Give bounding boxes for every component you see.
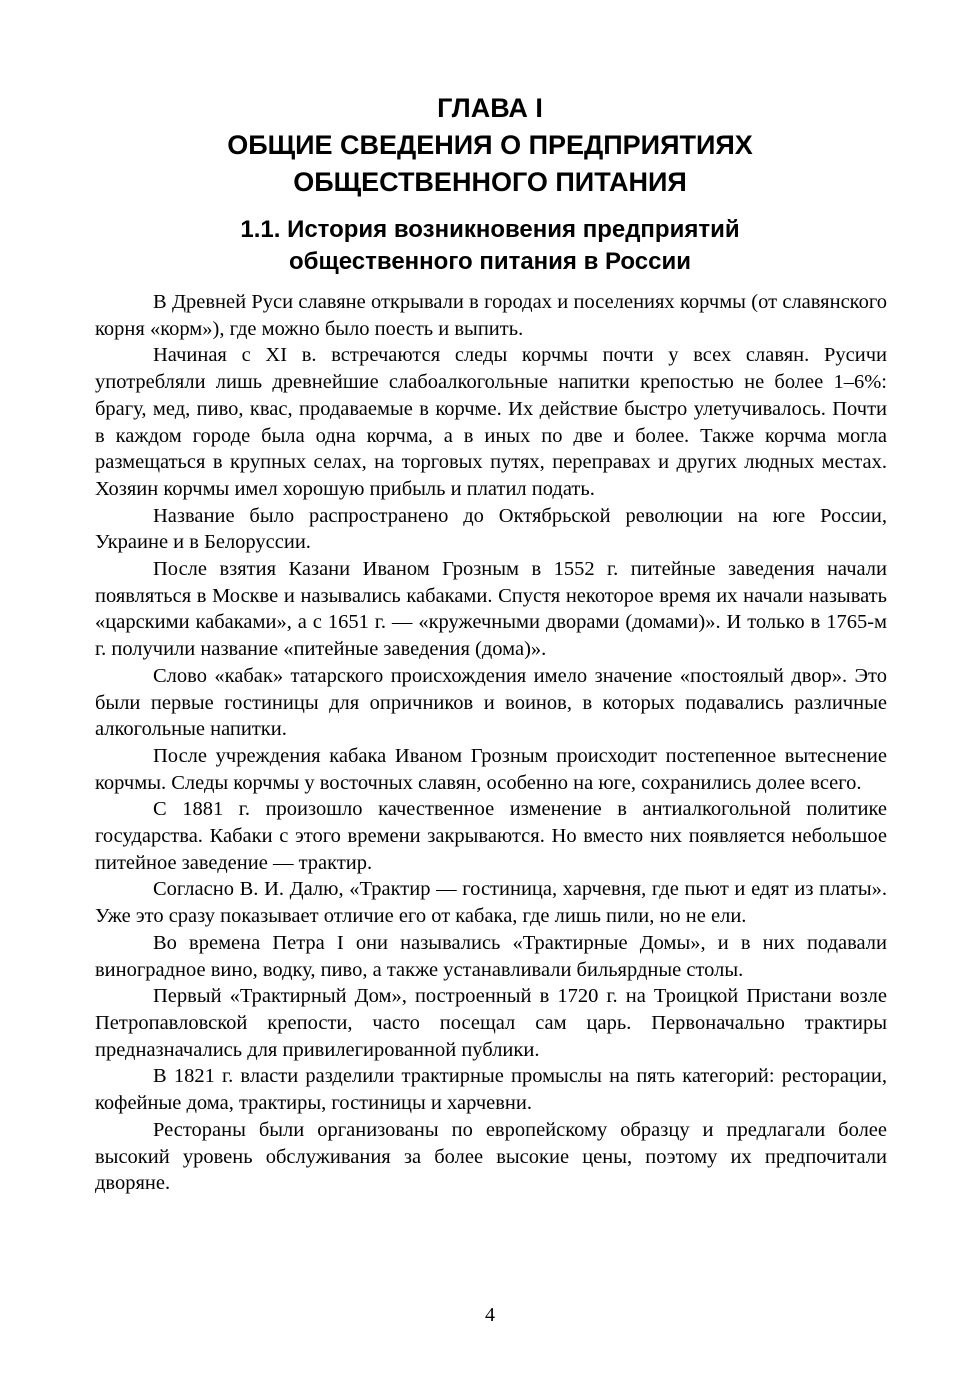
- chapter-number: ГЛАВА I: [437, 93, 543, 123]
- paragraph: После учреждения кабака Иваном Грозным происходит постепенное вытеснение корчмы. Следы корчмы у восточных славян, особенно на юге, сохранились долее всего.: [95, 744, 887, 794]
- paragraph: Начиная с XI в. встречаются следы корчмы почти у всех славян. Русичи употребляли лишь древнейшие слабоалкогольные напитки крепостью не более 1–6%: брагу, мед, пиво, квас, продаваемые в корчме. Их действие быстро улетучивалось. Почти в каждом городе была одна корчма, а в иных по две и более. Также корчма могла размещаться в крупных селах, на торговых путях, переправах и других людных местах. Хозяин корчмы имел хорошую прибыль и платил подать.: [95, 344, 887, 500]
- chapter-title: [0, 90, 980, 201]
- section-title: [0, 214, 980, 278]
- paragraph: Первый «Трактирный Дом», построенный в 1720 г. на Троицкой Пристани возле Петропавловской крепости, часто посещал сам царь. Первоначально трактиры предназначались для привилегированной публики.: [95, 985, 887, 1061]
- paragraph: С 1881 г. произошло качественное изменение в антиалкогольной политике государства. Кабаки с этого времени закрываются. Но вместо них появляется небольшое питейное заведение — трактир.: [95, 798, 887, 874]
- paragraph: Слово «кабак» татарского происхождения имело значение «постоялый двор». Это были первые гостиницы для опричников и воинов, в которых подавались различные алкогольные напитки.: [95, 664, 887, 741]
- paragraph: Рестораны были организованы по европейскому образцу и предлагали более высокий уровень обслуживания за более высокие цены, поэтому их предпочитали дворяне.: [95, 1118, 887, 1195]
- chapter-title-line-2: ОБЩЕСТВЕННОГО ПИТАНИЯ: [293, 167, 687, 197]
- page-number: 4: [485, 1304, 495, 1326]
- section-title-line-2: общественного питания в России: [289, 248, 691, 275]
- paragraph: В Древней Руси славяне открывали в городах и поселениях корчмы (от славянского корня «корм»), где можно было поесть и выпить.: [95, 291, 887, 340]
- paragraph: После взятия Казани Иваном Грозным в 1552 г. питейные заведения начали появляться в Москве и назывались кабаками. Спустя некоторое время их начали называть «царскими кабаками», а с 1651 г. — «кружечными дворами (домами)». И только в 1765-м г. получили название «питейные заведения (дома)».: [95, 558, 887, 661]
- chapter-title-line-1: ОБЩИЕ СВЕДЕНИЯ О ПРЕДПРИЯТИЯХ: [227, 130, 753, 160]
- paragraph: В 1821 г. власти разделили трактирные промыслы на пять категорий: ресторации, кофейные дома, трактиры, гостиницы и харчевни.: [95, 1065, 887, 1115]
- section-title-line-1: 1.1. История возникновения предприятий: [240, 216, 740, 243]
- paragraph: Название было распространено до Октябрьской революции на юге России, Украине и в Белоруссии.: [95, 504, 887, 554]
- body-text: [95, 289, 887, 1197]
- paragraph: Согласно В. И. Далю, «Трактир — гостиница, харчевня, где пьют и едят из платы». Уже это сразу показывает отличие его от кабака, где лишь пили, но не ели.: [95, 878, 887, 928]
- paragraph: Во времена Петра I они назывались «Трактирные Домы», и в них подавали виноградное вино, водку, пиво, а также устанавливали бильярдные столы.: [95, 931, 887, 981]
